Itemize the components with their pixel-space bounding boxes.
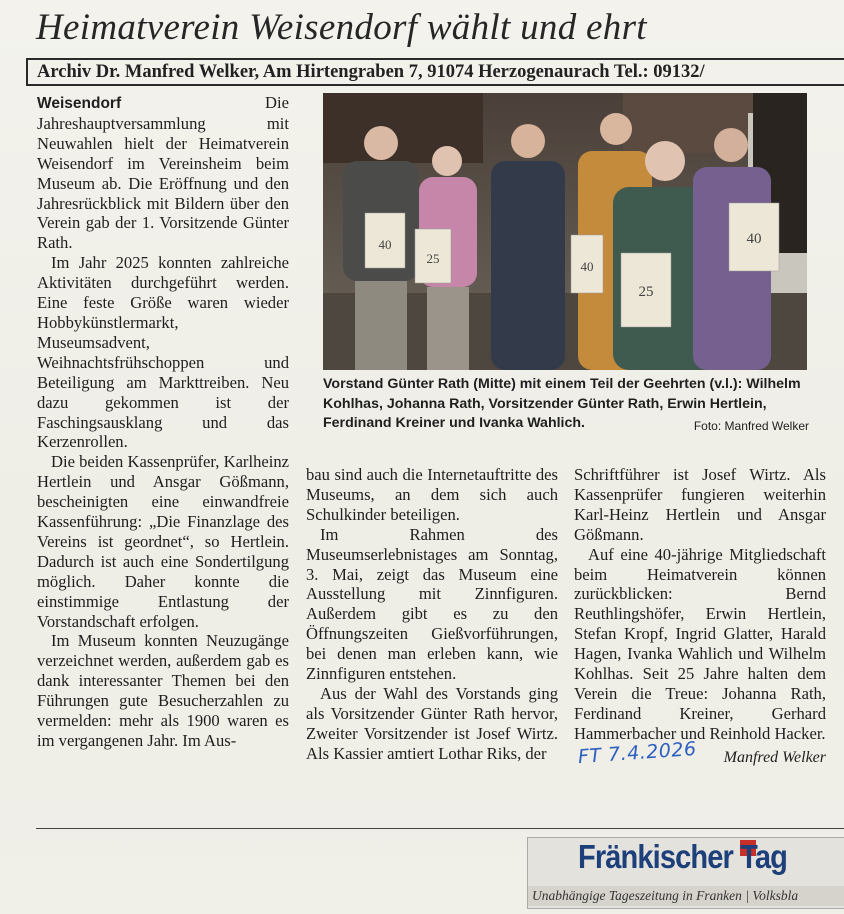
headline: Heimatverein Weisendorf wählt und ehrt <box>36 7 647 48</box>
masthead-name: Fränkischer Tag <box>578 838 787 875</box>
newspaper-masthead-logo <box>527 837 844 909</box>
certificate-number: 40 <box>378 237 392 252</box>
paragraph: Im Rahmen des Museumserlebnistages am Sonntag, 3. Mai, zeigt das Museum eine Ausstellung mit Zinnfiguren. Außerdem gibt es zu den Öffnungszeiten Gießvorführungen, bei denen man erleben kann, wie Zinnfiguren entstehen. <box>306 524 558 684</box>
paragraph: Die beiden Kassenprüfer, Karlheinz Hertlein und Ansgar Gößmann, bescheinigten eine einwandfreie Kassenführung: „Die Finanzlage des Vereins ist geordnet“, so Hertlein. Dadurch ist auch eine Sondertilgung möglich. Daher konnte die einstimmige Entlastung der Vorstandschaft erfolgen. <box>37 452 290 631</box>
bottom-divider <box>36 828 844 829</box>
paragraph: bau sind auch die Internetauftritte des Museums, an dem sich auch Schulkinder beteiligen. <box>306 465 558 524</box>
photo-caption <box>323 375 809 437</box>
certificate-number: 40 <box>746 231 762 247</box>
handwritten-date: FT 7.4.2026 <box>577 737 698 768</box>
article-photo <box>323 93 807 370</box>
article-column-2 <box>306 465 558 764</box>
photo-credit: Foto: Manfred Welker <box>693 419 809 433</box>
dateline: Weisendorf <box>37 95 122 112</box>
paragraph: Aus der Wahl des Vorstands ging als Vorsitzender Günter Rath hervor, Zweiter Vorsitzender ist Josef Wirtz. Als Kassier amtiert Lothar Riks, der <box>306 683 558 763</box>
certificate-number: 25 <box>426 251 440 266</box>
certificate-number: 25 <box>638 284 654 300</box>
paragraph: Im Jahr 2025 konnten zahlreiche Aktivitäten durchgeführt werden. Eine feste Größe waren wieder Hobbykünstlermarkt, Museumsadvent, Weihnachtsfrühschoppen und Beteiligung am Markttreiben. Neu dazu gekommen ist der Faschingsausklang und das Kerzenrollen. <box>37 253 289 452</box>
paragraph: Im Museum konnten Neuzugänge verzeichnet werden, außerdem gab es dank interessanter Themen bei den Führungen gute Besucherzahlen zu vermelden: mehr als 1900 waren es im vergangenen Jahr. Im Aus- <box>37 631 289 750</box>
caption-text: Vorstand Günter Rath (Mitte) mit einem Teil der Geehrten (v.l.): Wilhelm Kohlhas, Johanna Rath, Vorsitzender Günter Rath, Erwin Hertlein, Ferdinand Kreiner und Ivanka Wahlich. <box>323 376 801 431</box>
paragraph <box>37 93 289 253</box>
article-column-3 <box>574 465 826 770</box>
masthead-tagline: Unabhängige Tageszeitung in Franken | Volksbla <box>528 886 844 906</box>
paragraph: Schriftführer ist Josef Wirtz. Als Kassenprüfer fungieren weiterhin Karl-Heinz Hertlein und Ansgar Gößmann. <box>574 465 826 544</box>
paragraph: Auf eine 40-jährige Mitgliedschaft beim Heimatverein können zurückblicken: Bernd Reuthlingshöfer, Erwin Hertlein, Stefan Kropf, Ingrid Glatter, Harald Hagen, Ivanka Wahlich und Wilhelm Kohlhas. Seit 25 Jahre halten dem Verein die Treue: Johanna Rath, Ferdinand Kreiner, Gerhard Hammerbacher und Reinhold Hacker. <box>574 544 826 743</box>
group-photo-illustration <box>323 93 807 370</box>
author-byline: Manfred Welker <box>723 748 826 766</box>
certificate-number: 40 <box>580 259 594 274</box>
paragraph-text: Die Jahreshauptversammlung mit Neuwahlen hielt der Heimatverein Weisendorf im Vereinsheim beim Museum ab. Die Eröffnung und den Jahresrückblick mit Bildern über den Verein gab der 1. Vorsitzende Günter Rath. <box>37 93 289 253</box>
archive-source-bar: Archiv Dr. Manfred Welker, Am Hirtengraben 7, 91074 Herzogenaurach Tel.: 09132/ <box>26 58 844 86</box>
article-column-1 <box>37 93 289 751</box>
byline-row <box>574 737 826 770</box>
